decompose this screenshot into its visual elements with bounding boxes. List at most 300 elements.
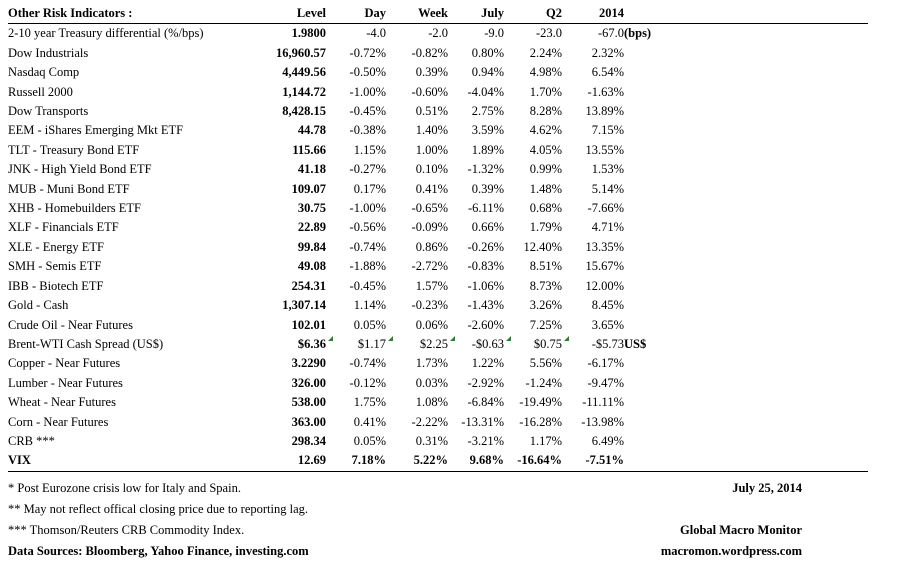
cell-day xyxy=(326,180,386,199)
cell-value: -1.32% xyxy=(467,162,504,177)
cell-level xyxy=(248,160,326,179)
cell-value: 1.57% xyxy=(415,278,448,293)
cell-week xyxy=(386,199,448,218)
cell-value: 3.26% xyxy=(529,298,562,313)
row-label: Copper - Near Futures xyxy=(8,356,121,371)
cell-july xyxy=(448,374,504,393)
cell-note xyxy=(624,199,868,218)
table-header-row xyxy=(8,4,868,24)
cell-week xyxy=(386,296,448,315)
cell-y2014 xyxy=(562,296,624,315)
cell-week xyxy=(386,277,448,296)
cell-value: -0.23% xyxy=(411,298,448,313)
cell-level xyxy=(248,335,326,354)
cell-q2 xyxy=(504,451,562,471)
cell-value: 2.32% xyxy=(591,45,624,60)
cell-july xyxy=(448,413,504,432)
cell-value: 1.08% xyxy=(415,395,448,410)
cell-value: -0.26% xyxy=(467,239,504,254)
cell-value: -0.72% xyxy=(349,45,386,60)
cell-level xyxy=(248,277,326,296)
cell-value: -1.24% xyxy=(525,375,562,390)
cell-value: 0.39% xyxy=(471,181,504,196)
cell-value: 3.2290 xyxy=(291,356,326,371)
cell-q2 xyxy=(504,432,562,451)
cell-value: 1.22% xyxy=(471,356,504,371)
cell-day xyxy=(326,316,386,335)
cell-week xyxy=(386,354,448,373)
cell-value: 0.51% xyxy=(415,104,448,119)
row-label: Nasdaq Comp xyxy=(8,65,80,80)
cell-value: -11.11% xyxy=(582,395,624,410)
cell-value: 1.15% xyxy=(353,142,386,157)
cell-value: -1.00% xyxy=(349,201,386,216)
cell-note: (bps) xyxy=(624,26,652,41)
cell-value: 1,144.72 xyxy=(282,84,326,99)
cell-q2 xyxy=(504,238,562,257)
cell-value: -0.50% xyxy=(349,65,386,80)
cell-value: 1.73% xyxy=(415,356,448,371)
cell-value: 1.14% xyxy=(353,298,386,313)
cell-day xyxy=(326,160,386,179)
cell-q2 xyxy=(504,141,562,160)
cell-value: 0.94% xyxy=(471,65,504,80)
row-label: EEM - iShares Emerging Mkt ETF xyxy=(8,123,184,138)
cell-day xyxy=(326,257,386,276)
cell-value: $1.17 xyxy=(357,336,386,351)
cell-level xyxy=(248,83,326,102)
cell-value: -2.0 xyxy=(428,26,448,41)
cell-day xyxy=(326,199,386,218)
cell-value: 2.75% xyxy=(471,104,504,119)
publication-info xyxy=(538,478,868,562)
table-row xyxy=(8,451,868,471)
cell-week xyxy=(386,44,448,63)
cell-q2 xyxy=(504,393,562,412)
cell-value: 0.10% xyxy=(415,162,448,177)
cell-level xyxy=(248,393,326,412)
cell-value: 102.01 xyxy=(291,317,326,332)
cell-value: 326.00 xyxy=(291,375,326,390)
cell-value: 15.67% xyxy=(585,259,624,274)
cell-july xyxy=(448,432,504,451)
cell-level xyxy=(248,413,326,432)
cell-value: 538.00 xyxy=(291,395,326,410)
cell-value: 1.40% xyxy=(415,123,448,138)
cell-value: 12.00% xyxy=(585,278,624,293)
cell-value: -$5.73 xyxy=(591,336,624,351)
table-row xyxy=(8,44,868,63)
cell-week xyxy=(386,238,448,257)
column-header-2014: 2014 xyxy=(562,4,624,24)
cell-day xyxy=(326,44,386,63)
cell-y2014 xyxy=(562,121,624,140)
cell-value: 5.56% xyxy=(529,356,562,371)
cell-value: 2.24% xyxy=(529,45,562,60)
cell-value: 8,428.15 xyxy=(282,104,326,119)
cell-value: -16.28% xyxy=(519,414,562,429)
table-row xyxy=(8,63,868,82)
cell-value: 0.86% xyxy=(415,239,448,254)
cell-july xyxy=(448,451,504,471)
table-row xyxy=(8,316,868,335)
cell-july xyxy=(448,24,504,44)
cell-value: 0.41% xyxy=(353,414,386,429)
cell-value: 0.03% xyxy=(415,375,448,390)
table-row xyxy=(8,393,868,412)
cell-value: -0.56% xyxy=(349,220,386,235)
cell-value: -0.27% xyxy=(349,162,386,177)
cell-q2 xyxy=(504,413,562,432)
row-label: JNK - High Yield Bond ETF xyxy=(8,162,152,177)
cell-value: -9.0 xyxy=(484,26,504,41)
cell-value: 0.80% xyxy=(471,45,504,60)
table-row xyxy=(8,277,868,296)
row-label: Brent-WTI Cash Spread (US$) xyxy=(8,336,164,351)
cell-level xyxy=(248,238,326,257)
cell-value: 4.71% xyxy=(591,220,624,235)
cell-value: 1.79% xyxy=(529,220,562,235)
cell-note xyxy=(624,432,868,451)
cell-day xyxy=(326,121,386,140)
cell-day xyxy=(326,432,386,451)
table-row xyxy=(8,218,868,237)
cell-july xyxy=(448,141,504,160)
cell-week xyxy=(386,432,448,451)
cell-july xyxy=(448,160,504,179)
cell-note xyxy=(624,354,868,373)
row-label: XHB - Homebuilders ETF xyxy=(8,201,141,216)
cell-day xyxy=(326,451,386,471)
cell-value: -6.17% xyxy=(587,356,624,371)
cell-value: 8.51% xyxy=(529,259,562,274)
comment-marker-icon xyxy=(506,336,511,341)
cell-value: -0.74% xyxy=(349,356,386,371)
table-row xyxy=(8,374,868,393)
cell-value: 3.59% xyxy=(471,123,504,138)
cell-q2 xyxy=(504,374,562,393)
cell-value: 1.9800 xyxy=(291,26,326,41)
cell-day xyxy=(326,277,386,296)
table-body xyxy=(8,24,868,471)
cell-value: -2.60% xyxy=(467,317,504,332)
cell-value: 0.68% xyxy=(529,201,562,216)
cell-y2014 xyxy=(562,199,624,218)
report-date: July 25, 2014 xyxy=(732,480,802,495)
cell-note xyxy=(624,277,868,296)
cell-note xyxy=(624,121,868,140)
cell-y2014 xyxy=(562,218,624,237)
cell-q2 xyxy=(504,354,562,373)
row-label: TLT - Treasury Bond ETF xyxy=(8,142,140,157)
cell-y2014 xyxy=(562,160,624,179)
cell-note xyxy=(624,238,868,257)
table-row xyxy=(8,121,868,140)
cell-level xyxy=(248,432,326,451)
cell-y2014 xyxy=(562,102,624,121)
cell-value: -0.60% xyxy=(411,84,448,99)
cell-level xyxy=(248,121,326,140)
row-label: MUB - Muni Bond ETF xyxy=(8,181,130,196)
cell-day xyxy=(326,393,386,412)
footnote-1: * Post Eurozone crisis low for Italy and Spain. xyxy=(8,480,241,495)
cell-q2 xyxy=(504,199,562,218)
cell-value: -0.38% xyxy=(349,123,386,138)
cell-level xyxy=(248,102,326,121)
cell-value: -9.47% xyxy=(587,375,624,390)
cell-value: 4,449.56 xyxy=(282,65,326,80)
cell-y2014 xyxy=(562,335,624,354)
row-label: Wheat - Near Futures xyxy=(8,395,116,410)
cell-q2 xyxy=(504,160,562,179)
cell-day xyxy=(326,335,386,354)
cell-value: 7.18% xyxy=(351,453,386,468)
table-row xyxy=(8,238,868,257)
cell-value: 6.54% xyxy=(591,65,624,80)
cell-value: 0.05% xyxy=(353,317,386,332)
cell-value: -0.45% xyxy=(349,278,386,293)
cell-level xyxy=(248,180,326,199)
cell-value: 6.49% xyxy=(591,433,624,448)
row-label: XLE - Energy ETF xyxy=(8,239,104,254)
cell-note xyxy=(624,160,868,179)
cell-july xyxy=(448,335,504,354)
cell-q2 xyxy=(504,83,562,102)
cell-value: 0.99% xyxy=(529,162,562,177)
footnote-3: *** Thomson/Reuters CRB Commodity Index. xyxy=(8,522,245,537)
cell-day xyxy=(326,238,386,257)
row-label: Crude Oil - Near Futures xyxy=(8,317,133,332)
cell-value: 44.78 xyxy=(297,123,326,138)
cell-value: 41.18 xyxy=(297,162,326,177)
cell-y2014 xyxy=(562,393,624,412)
cell-note xyxy=(624,44,868,63)
cell-value: 13.55% xyxy=(585,142,624,157)
cell-value: -19.49% xyxy=(519,395,562,410)
cell-week xyxy=(386,160,448,179)
cell-note xyxy=(624,83,868,102)
column-header-q2: Q2 xyxy=(504,4,562,24)
cell-week xyxy=(386,83,448,102)
cell-q2 xyxy=(504,277,562,296)
cell-value: 0.06% xyxy=(415,317,448,332)
cell-value: -3.21% xyxy=(467,433,504,448)
cell-value: 109.07 xyxy=(291,181,326,196)
cell-value: 4.05% xyxy=(529,142,562,157)
cell-value: $0.75 xyxy=(533,336,562,351)
cell-value: 99.84 xyxy=(297,239,326,254)
cell-y2014 xyxy=(562,354,624,373)
cell-value: 12.40% xyxy=(523,239,562,254)
cell-value: 22.89 xyxy=(297,220,326,235)
cell-july xyxy=(448,296,504,315)
cell-value: 0.66% xyxy=(471,220,504,235)
cell-value: -0.83% xyxy=(467,259,504,274)
cell-value: 1.00% xyxy=(415,142,448,157)
cell-value: 1.48% xyxy=(529,181,562,196)
risk-indicators-table xyxy=(8,4,868,472)
cell-value: $2.25 xyxy=(419,336,448,351)
cell-value: -4.0 xyxy=(366,26,386,41)
cell-note xyxy=(624,102,868,121)
cell-q2 xyxy=(504,63,562,82)
cell-note xyxy=(624,141,868,160)
cell-value: 3.65% xyxy=(591,317,624,332)
row-label: Gold - Cash xyxy=(8,298,69,313)
cell-q2 xyxy=(504,24,562,44)
cell-week xyxy=(386,121,448,140)
cell-value: -2.22% xyxy=(411,414,448,429)
cell-level xyxy=(248,451,326,471)
row-label: CRB *** xyxy=(8,433,55,448)
cell-july xyxy=(448,257,504,276)
cell-value: 4.98% xyxy=(529,65,562,80)
cell-value: 7.25% xyxy=(529,317,562,332)
cell-value: -0.65% xyxy=(411,201,448,216)
footer xyxy=(8,478,868,562)
cell-level xyxy=(248,141,326,160)
cell-level xyxy=(248,354,326,373)
data-sources: Data Sources: Bloomberg, Yahoo Finance, investing.com xyxy=(8,543,309,558)
table-row xyxy=(8,199,868,218)
cell-value: 5.22% xyxy=(413,453,448,468)
cell-value: 1.53% xyxy=(591,162,624,177)
cell-value: -1.88% xyxy=(349,259,386,274)
cell-day xyxy=(326,218,386,237)
cell-value: 1.75% xyxy=(353,395,386,410)
row-label: Corn - Near Futures xyxy=(8,414,109,429)
cell-note xyxy=(624,393,868,412)
cell-value: 1.17% xyxy=(529,433,562,448)
column-header-indicator: Other Risk Indicators : xyxy=(8,4,248,24)
cell-value: 49.08 xyxy=(297,259,326,274)
cell-value: -13.31% xyxy=(461,414,504,429)
cell-note: US$ xyxy=(624,336,647,351)
cell-value: -13.98% xyxy=(581,414,624,429)
cell-july xyxy=(448,393,504,412)
cell-q2 xyxy=(504,121,562,140)
cell-value: 13.89% xyxy=(585,104,624,119)
cell-note xyxy=(624,413,868,432)
cell-level xyxy=(248,199,326,218)
cell-week xyxy=(386,257,448,276)
cell-value: 1,307.14 xyxy=(282,298,326,313)
column-header-week: Week xyxy=(386,4,448,24)
row-label: VIX xyxy=(8,451,248,471)
comment-marker-icon xyxy=(450,336,455,341)
cell-week xyxy=(386,316,448,335)
cell-value: -2.92% xyxy=(467,375,504,390)
cell-july xyxy=(448,63,504,82)
cell-value: -67.0 xyxy=(597,26,624,41)
cell-q2 xyxy=(504,257,562,276)
cell-value: -0.82% xyxy=(411,45,448,60)
cell-day xyxy=(326,102,386,121)
cell-value: -2.72% xyxy=(411,259,448,274)
cell-y2014 xyxy=(562,63,624,82)
cell-value: -1.00% xyxy=(349,84,386,99)
cell-level xyxy=(248,44,326,63)
cell-q2 xyxy=(504,335,562,354)
table-row xyxy=(8,257,868,276)
cell-july xyxy=(448,121,504,140)
cell-q2 xyxy=(504,296,562,315)
cell-value: 0.05% xyxy=(353,433,386,448)
cell-value: 8.45% xyxy=(591,298,624,313)
cell-value: 16,960.57 xyxy=(276,45,326,60)
cell-value: 13.35% xyxy=(585,239,624,254)
cell-y2014 xyxy=(562,257,624,276)
table-row xyxy=(8,432,868,451)
cell-y2014 xyxy=(562,432,624,451)
row-label: 2-10 year Treasury differential (%/bps) xyxy=(8,26,204,41)
cell-july xyxy=(448,354,504,373)
column-header-july: July xyxy=(448,4,504,24)
cell-week xyxy=(386,451,448,471)
cell-y2014 xyxy=(562,83,624,102)
cell-day xyxy=(326,296,386,315)
cell-level xyxy=(248,257,326,276)
cell-july xyxy=(448,238,504,257)
cell-value: -4.04% xyxy=(467,84,504,99)
cell-value: 298.34 xyxy=(291,433,326,448)
cell-week xyxy=(386,24,448,44)
cell-value: 1.70% xyxy=(529,84,562,99)
cell-value: -$0.63 xyxy=(471,336,504,351)
cell-note xyxy=(624,218,868,237)
cell-july xyxy=(448,180,504,199)
cell-value: -0.74% xyxy=(349,239,386,254)
cell-value: 363.00 xyxy=(291,414,326,429)
column-header-day: Day xyxy=(326,4,386,24)
cell-value: 7.15% xyxy=(591,123,624,138)
cell-value: 12.69 xyxy=(297,453,326,468)
cell-day xyxy=(326,83,386,102)
cell-july xyxy=(448,83,504,102)
cell-day xyxy=(326,374,386,393)
table-row xyxy=(8,102,868,121)
row-label: IBB - Biotech ETF xyxy=(8,278,104,293)
cell-y2014 xyxy=(562,413,624,432)
cell-q2 xyxy=(504,44,562,63)
table-row xyxy=(8,160,868,179)
cell-value: 8.28% xyxy=(529,104,562,119)
cell-y2014 xyxy=(562,24,624,44)
cell-value: 0.39% xyxy=(415,65,448,80)
cell-value: 30.75 xyxy=(297,201,326,216)
cell-q2 xyxy=(504,316,562,335)
cell-week xyxy=(386,218,448,237)
cell-week xyxy=(386,335,448,354)
cell-y2014 xyxy=(562,238,624,257)
cell-value: -23.0 xyxy=(535,26,562,41)
table-row xyxy=(8,354,868,373)
cell-value: -6.11% xyxy=(468,201,504,216)
cell-value: -1.63% xyxy=(587,84,624,99)
cell-value: 5.14% xyxy=(591,181,624,196)
footnotes xyxy=(8,478,528,562)
cell-q2 xyxy=(504,218,562,237)
cell-july xyxy=(448,277,504,296)
cell-week xyxy=(386,141,448,160)
cell-level xyxy=(248,374,326,393)
cell-level xyxy=(248,218,326,237)
cell-week xyxy=(386,63,448,82)
cell-value: -1.06% xyxy=(467,278,504,293)
cell-week xyxy=(386,180,448,199)
cell-value: 0.31% xyxy=(415,433,448,448)
row-label: Russell 2000 xyxy=(8,84,73,99)
